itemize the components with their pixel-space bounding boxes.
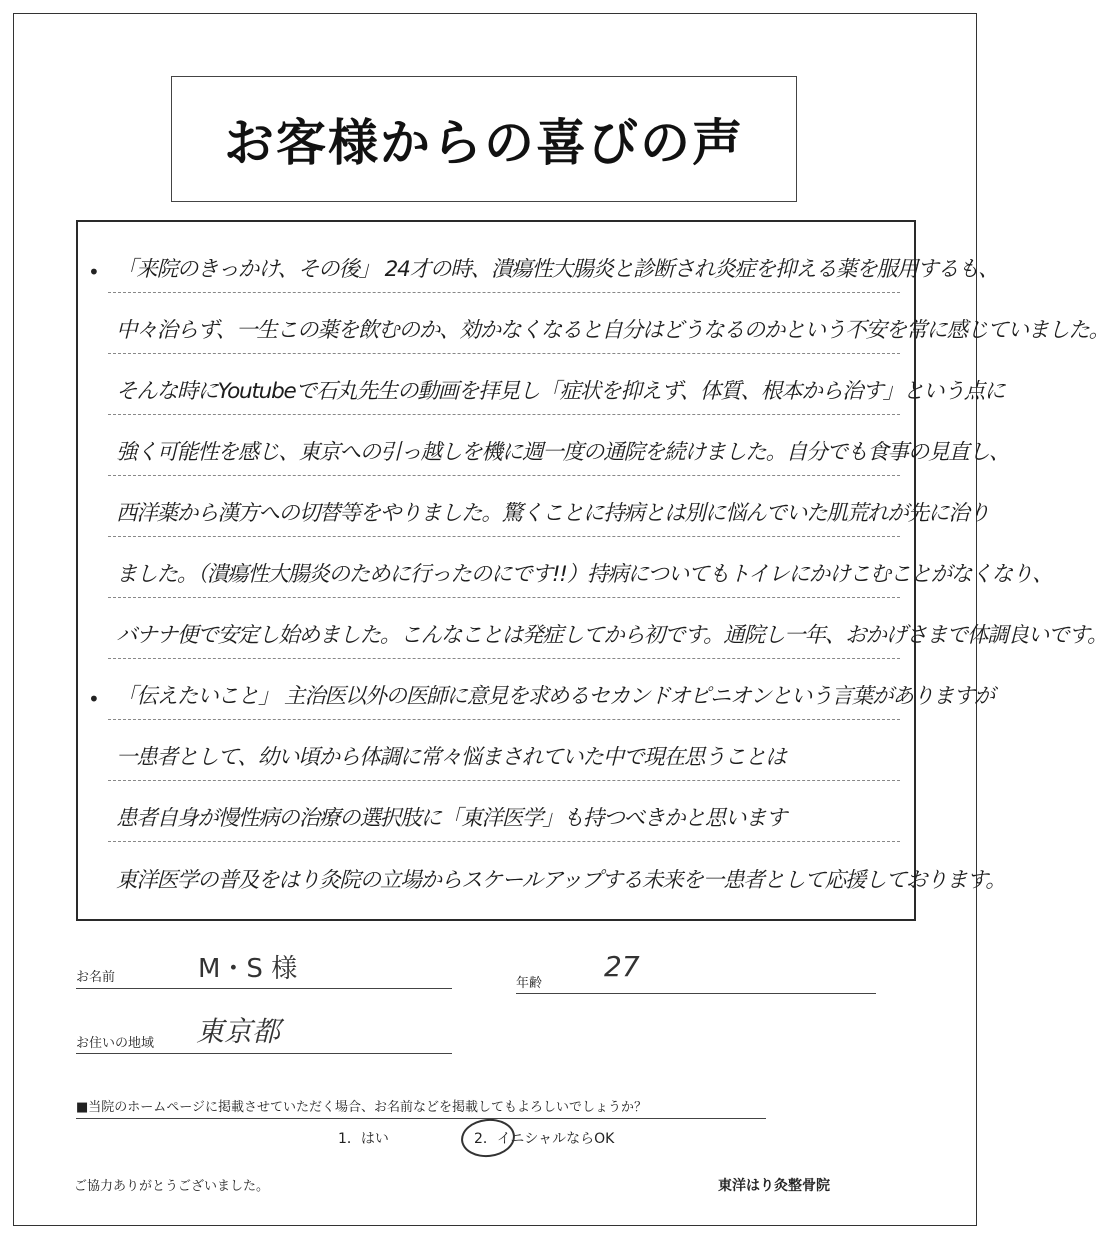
name-underline	[76, 988, 452, 989]
text-line	[108, 781, 900, 842]
line-text: 中々治らず、一生この薬を飲むのか、効かなくなると自分はどうなるのかという不安を常に感じていました。	[116, 318, 1109, 343]
text-line	[108, 476, 989, 537]
line-text: ました。（潰瘍性大腸炎のために行ったのにです!!）持病についてもトイレにかけこむことがなくなり、	[116, 562, 1053, 587]
option-yes: 1．はい	[338, 1131, 389, 1147]
bullet-dot: •	[88, 687, 100, 711]
age-underline	[516, 993, 876, 994]
name-value: M・S 様	[198, 954, 298, 984]
bullet-dot: •	[88, 260, 100, 284]
name-label: お名前	[76, 970, 116, 985]
text-line	[88, 659, 994, 720]
address-label: お住いの地域	[76, 1036, 155, 1051]
page-title: お客様からの喜びの声	[224, 113, 744, 172]
text-line	[108, 354, 1005, 415]
consent-question: ■当院のホームページに掲載させていただく場合、お名前などを掲載してもよろしいでしょうか？	[76, 1100, 648, 1115]
text-line	[108, 720, 900, 781]
line-text: 東洋医学の普及をはり灸院の立場からスケールアップする未来を一患者として応援しております。	[116, 868, 1006, 893]
line-text: 一患者として、幼い頃から体調に常々悩まされていた中で現在思うことは	[116, 745, 786, 770]
line-text: 強く可能性を感じ、東京への引っ越しを機に週一度の通院を続けました。自分でも食事の見直し、	[116, 440, 1010, 465]
option-initials: 2．イニシャルならOK	[474, 1131, 615, 1147]
line-text: 西洋薬から漢方への切替等をやりました。驚くことに持病とは別に悩んでいた肌荒れが先に治り	[116, 501, 989, 526]
text-line	[108, 293, 1109, 354]
title-box	[171, 76, 797, 202]
line-text: バナナ便で安定し始めました。こんなことは発症してから初です。通院し一年、おかげさまで体調良いです。	[116, 623, 1108, 648]
clinic-name: 東洋はり灸整骨院	[718, 1178, 830, 1194]
question-underline	[76, 1118, 766, 1119]
address-value: 東京都	[196, 1015, 281, 1048]
line-text: 「伝えたいこと」 主治医以外の医師に意見を求めるセカンドオピニオンという言葉がありますが	[116, 684, 994, 709]
text-line	[108, 842, 1006, 903]
line-text: そんな時にYoutubeで石丸先生の動画を拝見し「症状を抑えず、体質、根本から治す」という点に	[116, 379, 1005, 404]
line-text: 「来院のきっかけ、その後」 24才の時、潰瘍性大腸炎と診断され炎症を抑える薬を服用するも、	[116, 257, 999, 282]
text-line	[108, 415, 1010, 476]
text-line	[108, 537, 1053, 598]
text-line	[88, 232, 999, 293]
thanks-text: ご協力ありがとうございました。	[74, 1179, 270, 1194]
text-line	[108, 598, 1108, 659]
address-underline	[76, 1053, 452, 1054]
handwritten-panel	[76, 220, 1109, 921]
age-value: 27	[604, 950, 640, 983]
age-label: 年齢	[516, 976, 543, 991]
line-text: 患者自身が慢性病の治療の選択肢に「東洋医学」も持つべきかと思います	[116, 806, 786, 831]
